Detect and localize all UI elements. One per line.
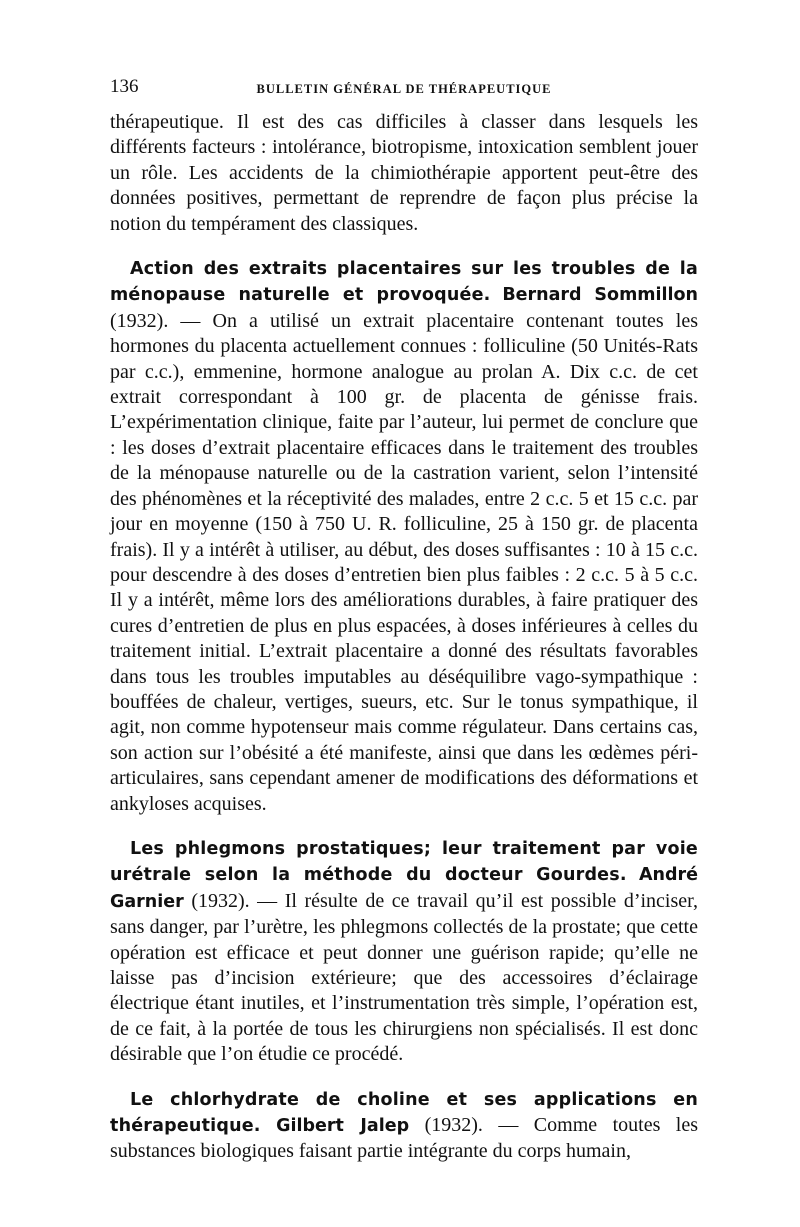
page-number: 136 [110, 76, 139, 97]
article-author: Bernard Sommillon [502, 285, 699, 306]
article-body: — Comme toutes les substances biologiques faisant partie intégrante du corps humain, [110, 1114, 699, 1163]
article-year: (1932). [110, 309, 169, 332]
intro-paragraph: thérapeutique. Il est des cas difficiles à classer dans lesquels les différents facteurs : intolérance, biotropisme, intoxication semblent jouer un rôle. Les accidents de la chimiothérapie apportent peut-être des données positives, permettant de reprendre de façon plus précise la notion du tempérament des classiques. [110, 111, 698, 235]
article-title: Le chlorhydrate de choline et ses applications en thérapeutique. [110, 1089, 698, 1137]
article-title: Les phlegmons prostatiques; leur traitement par voie urétrale selon la méthode du docteur Gourdes. [110, 838, 698, 886]
article-year: (1932). [424, 1114, 483, 1137]
article-body: — Il résulte de ce travail qu’il est possible d’inciser, sans danger, par l’urètre, les phlegmons collectés de la prostate; que cette opération est efficace et peut donner une guérison rapide; qu’elle ne laisse pas d’incision extérieure; que des accessoires d’éclairage électrique étant inutiles, et l’instrumentation très simple, l’opération est, de ce fait, à la portée de tous les chirurgiens non spécialisés. Il est donc désirable que l’on étudie ce procédé. [110, 889, 698, 1066]
article-title: Action des extraits placentaires sur les troubles de la ménopause naturelle et provoquée. [110, 259, 698, 306]
article-author: André Garnier [110, 865, 698, 912]
document-page [110, 70, 698, 1165]
page-header [110, 70, 698, 110]
article-body: — On a utilisé un extrait placentaire contenant toutes les hormones du placenta actuellement connues : folliculine (50 Unités-Rats par c.c.), emmenine, hormone analogue au prolan A. Dix c.c. de cet extrait correspondant à 100 gr. de placenta de génisse frais. L’expérimentation clinique, faite par l’auteur, lui permet de conclure que : les doses d’extrait placentaire efficaces dans le traitement des troubles de la ménopause naturelle ou de la castration varient, selon l’intensité des phénomènes et la réceptivité des malades, entre 2 c.c. 5 et 15 c.c. par jour en moyenne (150 à 750 U. R. folliculine, 25 à 150 gr. de placenta frais). Il y a intérêt à utiliser, au début, des doses suffisantes : 10 à 15 c.c. pour descendre à des doses d’entretien bien plus faibles : 2 c.c. 5 à 5 c.c. Il y a intérêt, même lors des améliorations durables, à faire pratiquer des cures d’entretien de plus en plus espacées, à doses inférieures à celles du traitement initial. L’extrait placentaire a donné des résultats favorables dans tous les troubles imputables au déséquilibre vago-sympathique : bouffées de chaleur, vertiges, sueurs, etc. Sur le tonus sympathique, il agit, non comme hypotenseur mais comme régulateur. Dans certains cas, son action sur l’obésité a été manifeste, ainsi que dans les œdèmes péri-articulaires, sans cependant amener de modifications des déformations et ankyloses acquises. [110, 309, 698, 815]
article-action-extraits-placentaires [110, 256, 698, 817]
article-chlorhydrate-de-choline [110, 1087, 698, 1165]
article-phlegmons-prostatiques [110, 836, 698, 1068]
running-title: BULLETIN GÉNÉRAL DE THÉRAPEUTIQUE [256, 82, 552, 96]
article-author: Gilbert Jalep [276, 1116, 410, 1137]
article-year: (1932). [191, 889, 250, 912]
